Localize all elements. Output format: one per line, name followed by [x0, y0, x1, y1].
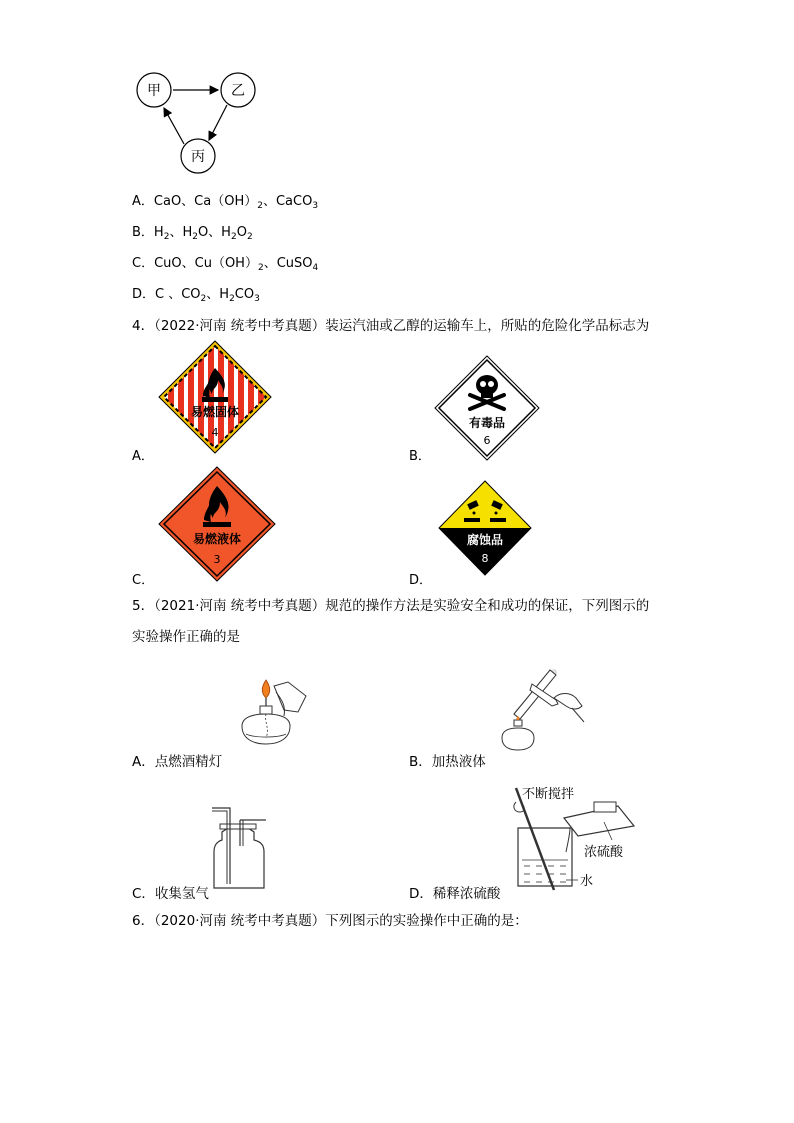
node-yi-label: 乙 [231, 83, 245, 99]
sign-b-num: 6 [483, 434, 491, 447]
q4-stem: 4．（2022·河南 统考中考真题）装运汽油或乙醇的运输车上，所贴的危险化学品标志为 [132, 318, 650, 334]
sign-a-text: 易燃固体 [190, 405, 240, 419]
q4-option-d-letter: D． [409, 573, 433, 588]
sign-c-num: 3 [213, 553, 221, 566]
node-bing-label: 丙 [191, 149, 205, 165]
sign-corrosive [438, 480, 532, 576]
arrow-yi-bing [209, 105, 227, 140]
q5-option-d: D．稀释浓硫酸 [409, 886, 501, 902]
sign-d-text: 腐蚀品 [466, 533, 504, 547]
q5-option-b: B．加热液体 [409, 754, 486, 770]
sign-b-text: 有毒品 [468, 416, 506, 430]
q4-option-c-letter: C． [132, 573, 155, 588]
img-dilute-sulfuric-acid [508, 782, 668, 894]
q4-option-b-letter: B． [409, 449, 431, 464]
q3-option-b: B．$H_2$、$H_2O$、$H_2O_2$ [132, 225, 253, 242]
q3-option-d: D．C 、$CO_2$、$H_2CO_3$ [132, 287, 260, 304]
node-jia-label: 甲 [147, 83, 161, 99]
label-stir: 不断搅拌 [522, 787, 575, 802]
q6-stem: 6．（2020·河南 统考中考真题）下列图示的实验操作中正确的是： [132, 913, 528, 929]
label-acid: 浓硫酸 [584, 845, 624, 860]
q5-stem-line2: 实验操作正确的是 [132, 629, 240, 645]
sign-c-text: 易燃液体 [192, 532, 242, 546]
sign-toxic [434, 355, 540, 461]
sign-flammable-liquid [158, 466, 276, 582]
label-water: 水 [580, 874, 594, 889]
q4-option-a-letter: A． [132, 449, 154, 464]
q3-option-c: C．CuO、$Cu(OH)_2$、CuSO$_4$ [132, 256, 319, 273]
q5-option-a: A．点燃酒精灯 [132, 754, 223, 770]
sign-flammable-solid [158, 340, 272, 454]
img-light-alcohol-lamp [226, 676, 314, 752]
q5-stem-line1: 5．（2021·河南 统考中考真题）规范的操作方法是实验安全和成功的保证，下列图示的 [132, 598, 650, 614]
q3-option-a: A．CaO、$Ca(OH)_2$、CaCO$_3$ [132, 194, 319, 211]
arrow-bing-jia [164, 108, 184, 144]
cycle-diagram [130, 68, 260, 178]
q5-option-c: C．收集氢气 [132, 886, 209, 902]
img-heat-liquid [496, 662, 592, 754]
sign-d-num: 8 [481, 552, 489, 565]
sign-a-num: 4 [211, 426, 219, 439]
img-collect-hydrogen [208, 806, 268, 890]
